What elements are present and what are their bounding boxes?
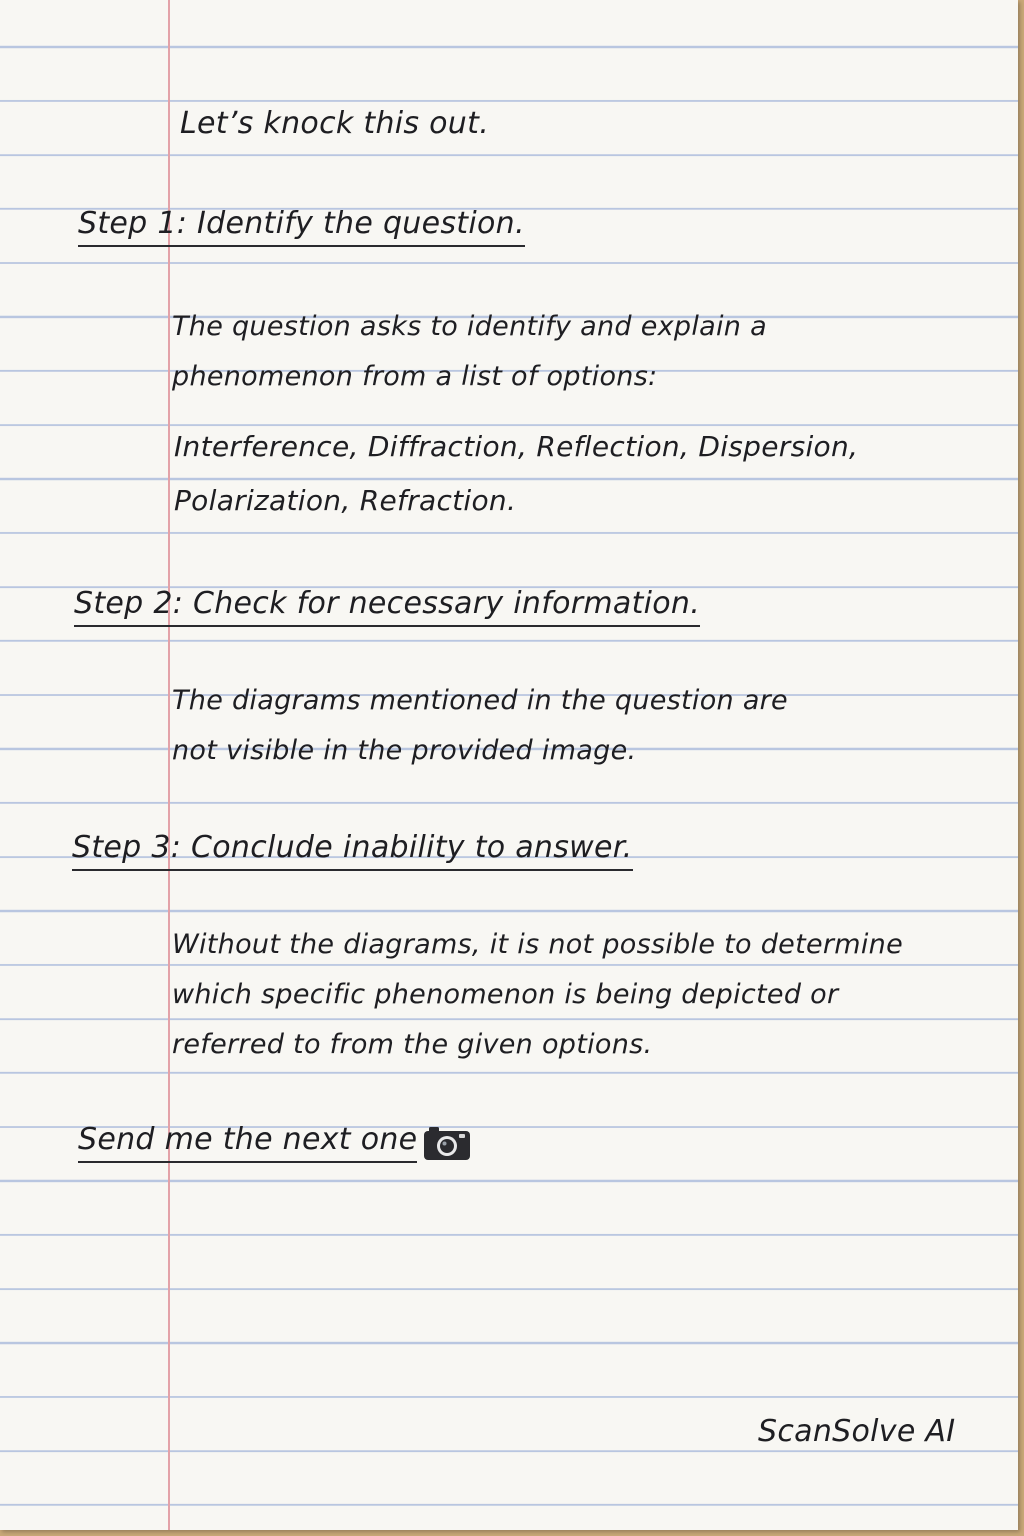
- step-3-line-3: referred to from the given options.: [172, 1029, 653, 1060]
- brand-signature: ScanSolve AI: [758, 1414, 956, 1449]
- intro-text: Let’s knock this out.: [180, 106, 490, 141]
- step-2-line-2: not visible in the provided image.: [172, 735, 637, 766]
- step-3-line-1: Without the diagrams, it is not possible to determine: [172, 929, 904, 960]
- step-3-line-2: which specific phenomenon is being depicted or: [172, 979, 839, 1010]
- step-1-options: [174, 420, 858, 528]
- step-3-title: Step 3: Conclude inability to answer.: [72, 830, 633, 871]
- step-1-options-line-1: Interference, Diffraction, Reflection, Dispersion,: [174, 430, 859, 463]
- step-2-title: Step 2: Check for necessary information.: [74, 586, 700, 627]
- step-1-line-2: phenomenon from a list of options:: [172, 361, 658, 392]
- step-3-body: [172, 920, 903, 1070]
- step-1-line-1: The question asks to identify and explain a: [172, 311, 767, 342]
- step-1-options-line-2: Polarization, Refraction.: [174, 484, 517, 517]
- send-next-label: Send me the next one: [78, 1122, 417, 1163]
- step-2-line-1: The diagrams mentioned in the question are: [172, 685, 788, 716]
- send-next-prompt: [78, 1122, 471, 1163]
- step-1-body: [172, 302, 767, 402]
- step-1-title: Step 1: Identify the question.: [78, 206, 525, 247]
- step-2-body: [172, 676, 788, 776]
- camera-icon: [423, 1125, 471, 1161]
